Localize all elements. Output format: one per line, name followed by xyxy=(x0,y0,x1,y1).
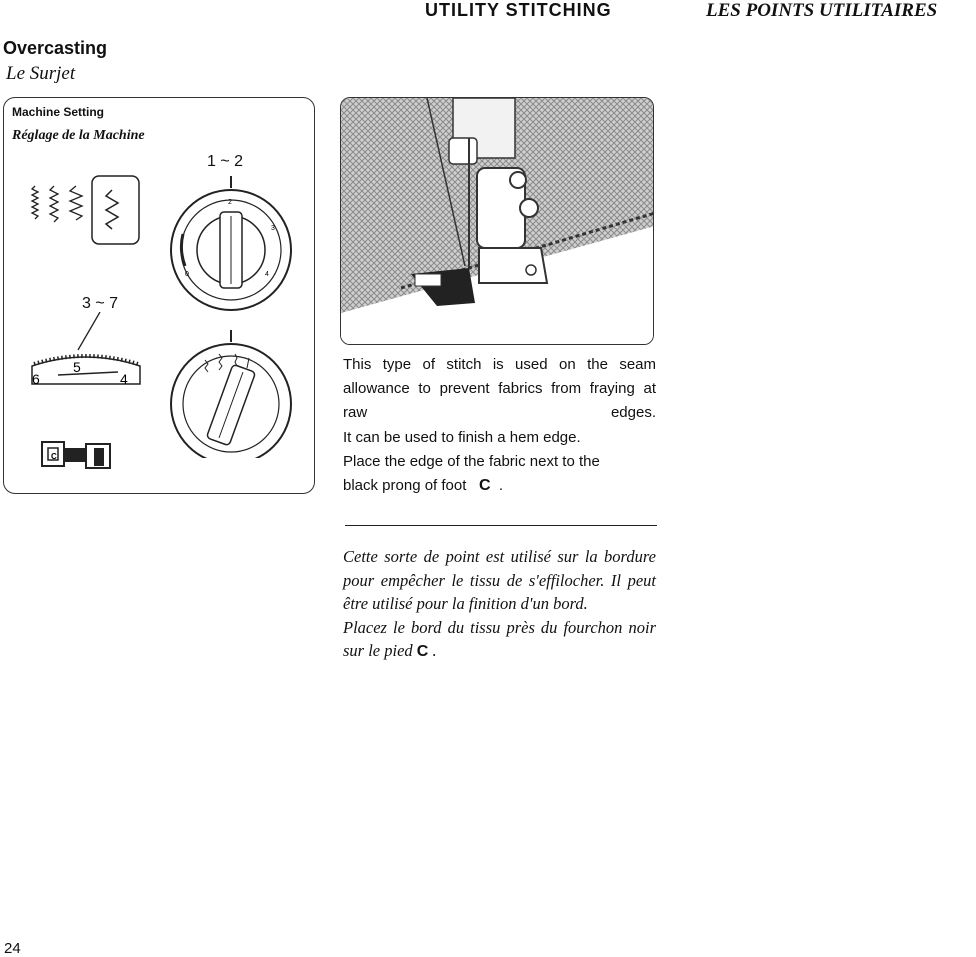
length-number: 5 xyxy=(73,359,81,375)
length-number: 4 xyxy=(120,371,128,387)
section-title-fr: Le Surjet xyxy=(6,63,76,84)
english-line: Place the edge of the fabric next to the xyxy=(343,452,600,470)
header-title-fr: LES POINTS UTILITAIRES xyxy=(706,0,938,21)
dial-number: 0 xyxy=(185,271,189,278)
punct: . xyxy=(432,641,437,660)
punct: . xyxy=(498,477,504,495)
foot-letter: C xyxy=(51,452,57,461)
foot-label: C xyxy=(478,477,491,495)
section-title-en: Overcasting xyxy=(3,38,108,58)
french-paragraph: Cette sorte de point est utilisé sur la bordure pour empêcher le tissu de s'effilocher. Il peut être utilisé pour la finition d'un bord. xyxy=(343,547,656,613)
stitch-length-range: 3 ~ 7 xyxy=(82,295,119,312)
dial-number: 4 xyxy=(265,271,269,278)
stitch-width-range: 1 ~ 2 xyxy=(207,153,244,170)
english-paragraph: It can be used to finish a hem edge. xyxy=(343,428,581,446)
dial-number: 3 xyxy=(271,225,275,232)
page-number: 24 xyxy=(4,940,21,957)
language-divider xyxy=(345,525,657,526)
french-description xyxy=(343,545,656,664)
stitch-length-dial xyxy=(28,312,143,387)
english-paragraph xyxy=(343,450,656,498)
machine-setting-label-en: Machine Setting xyxy=(12,105,105,119)
french-line: Placez le bord du tissu près du fourchon noir sur le pied xyxy=(343,617,656,660)
dial-number: 2 xyxy=(228,199,232,206)
english-paragraph: This type of stitch is used on the seam allowance to prevent fabrics from fraying at raw edges. xyxy=(343,356,656,422)
presser-foot-photo xyxy=(340,97,654,345)
foot-label: C xyxy=(416,643,429,660)
presser-foot-icon xyxy=(40,436,114,472)
french-paragraph xyxy=(343,616,656,664)
stitch-width-dial xyxy=(165,172,295,312)
english-description xyxy=(343,353,656,498)
english-line: black prong of foot xyxy=(343,477,467,495)
pattern-selector-dial xyxy=(165,328,295,458)
length-number: 6 xyxy=(32,371,40,387)
machine-setting-label-fr: Réglage de la Machine xyxy=(12,128,145,143)
stitch-pattern-icons xyxy=(28,172,146,247)
header-title-en: UTILITY STITCHING xyxy=(425,0,612,20)
sewing-illustration xyxy=(341,98,654,345)
